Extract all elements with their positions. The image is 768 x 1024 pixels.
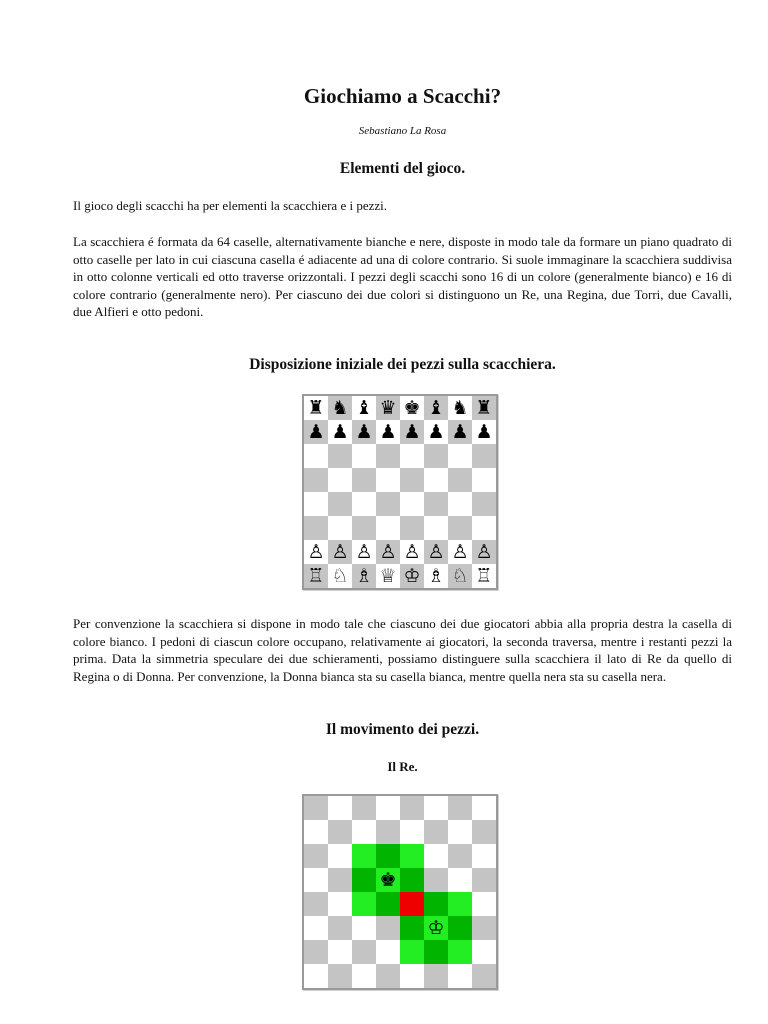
board-square xyxy=(352,796,376,820)
board-square xyxy=(352,492,376,516)
chess-piece-square: ♟ xyxy=(376,420,400,444)
board-square xyxy=(448,964,472,988)
chess-piece-square: ♚ xyxy=(400,396,424,420)
king-piece-square: ♔ xyxy=(424,916,448,940)
board-square xyxy=(400,820,424,844)
board-square xyxy=(304,844,328,868)
board-square xyxy=(472,964,496,988)
board-square xyxy=(424,444,448,468)
highlighted-move-square xyxy=(352,892,376,916)
section-heading-initial-setup: Disposizione iniziale dei pezzi sulla scacchiera. xyxy=(249,356,556,373)
board-square xyxy=(328,468,352,492)
highlighted-move-square xyxy=(400,940,424,964)
board-square xyxy=(424,868,448,892)
board-square xyxy=(424,964,448,988)
chess-piece-square: ♕ xyxy=(376,564,400,588)
chess-piece-square: ♞ xyxy=(448,396,472,420)
board-square xyxy=(472,892,496,916)
chess-piece-square: ♗ xyxy=(352,564,376,588)
paragraph-intro: Il gioco degli scacchi ha per elementi la scacchiera e i pezzi. xyxy=(73,198,387,213)
board-square xyxy=(424,820,448,844)
board-square xyxy=(424,796,448,820)
board-square xyxy=(328,444,352,468)
chess-piece-square: ♙ xyxy=(376,540,400,564)
board-square xyxy=(352,444,376,468)
board-square xyxy=(304,892,328,916)
chess-piece-square: ♙ xyxy=(304,540,328,564)
board-square xyxy=(304,492,328,516)
board-square xyxy=(328,964,352,988)
document-title: Giochiamo a Scacchi? xyxy=(303,84,502,108)
board-square xyxy=(424,516,448,540)
board-square xyxy=(472,444,496,468)
highlighted-move-square xyxy=(448,892,472,916)
chess-piece-square: ♝ xyxy=(424,396,448,420)
chess-piece-square: ♟ xyxy=(328,420,352,444)
board-square xyxy=(352,820,376,844)
board-square xyxy=(448,516,472,540)
chess-piece-square: ♟ xyxy=(424,420,448,444)
board-square xyxy=(400,492,424,516)
highlighted-move-square xyxy=(400,844,424,868)
board-square xyxy=(304,444,328,468)
board-square xyxy=(400,796,424,820)
board-square xyxy=(472,916,496,940)
chess-piece-square: ♟ xyxy=(352,420,376,444)
highlighted-move-square xyxy=(400,892,424,916)
board-square xyxy=(304,820,328,844)
board-square xyxy=(472,820,496,844)
highlighted-move-square xyxy=(376,844,400,868)
highlighted-move-square xyxy=(448,916,472,940)
board-square xyxy=(448,444,472,468)
board-square xyxy=(304,516,328,540)
board-square xyxy=(352,964,376,988)
chess-piece-square: ♙ xyxy=(400,540,424,564)
chess-piece-square: ♜ xyxy=(472,396,496,420)
board-square xyxy=(328,892,352,916)
board-square xyxy=(400,444,424,468)
chess-piece-square: ♘ xyxy=(448,564,472,588)
king-piece-square: ♚ xyxy=(376,868,400,892)
chess-piece-square: ♘ xyxy=(328,564,352,588)
chess-piece-square: ♜ xyxy=(304,396,328,420)
board-square xyxy=(328,940,352,964)
board-square xyxy=(328,868,352,892)
board-square xyxy=(448,844,472,868)
highlighted-move-square xyxy=(424,940,448,964)
board-square xyxy=(304,468,328,492)
board-square xyxy=(304,964,328,988)
highlighted-move-square xyxy=(400,868,424,892)
chess-piece-square: ♛ xyxy=(376,396,400,420)
board-square xyxy=(400,468,424,492)
chess-piece-square: ♞ xyxy=(328,396,352,420)
board-square xyxy=(472,468,496,492)
board-square xyxy=(352,468,376,492)
board-square xyxy=(328,820,352,844)
chess-piece-square: ♙ xyxy=(424,540,448,564)
board-square xyxy=(376,444,400,468)
subsection-heading-king: Il Re. xyxy=(387,759,418,774)
highlighted-move-square xyxy=(424,892,448,916)
board-square xyxy=(448,868,472,892)
chess-piece-square: ♗ xyxy=(424,564,448,588)
board-square xyxy=(352,516,376,540)
board-square xyxy=(424,468,448,492)
board-square xyxy=(448,468,472,492)
chess-piece-square: ♔ xyxy=(400,564,424,588)
highlighted-move-square xyxy=(376,892,400,916)
board-square xyxy=(376,516,400,540)
board-square xyxy=(328,844,352,868)
board-square xyxy=(472,796,496,820)
board-square xyxy=(304,916,328,940)
board-square xyxy=(472,492,496,516)
board-square xyxy=(472,940,496,964)
board-square xyxy=(376,492,400,516)
paragraph-convention: Per convenzione la scacchiera si dispone in modo tale che ciascuno dei due giocatori abbia alla propria destra la casella di colore bianco. I pedoni di ciascun colore occupano, relativamente ai giocatori, la seconda traversa, mentre i restanti pezzi la prima. Data la simmetria speculare dei due schieramenti, possiamo distinguere sulla scacchiera il lato di Re da quello di Regina o di Donna. Per convenzione, la Donna bianca sta su casella bianca, mentre quella nera sta su casella nera. xyxy=(73,616,732,684)
chess-piece-square: ♙ xyxy=(328,540,352,564)
initial-position-board xyxy=(302,394,498,590)
section-heading-elements: Elementi del gioco. xyxy=(339,160,466,177)
king-moves-board xyxy=(302,794,498,990)
chess-piece-square: ♟ xyxy=(304,420,328,444)
board-square xyxy=(328,796,352,820)
chess-piece-square: ♟ xyxy=(472,420,496,444)
board-square xyxy=(424,492,448,516)
board-square xyxy=(448,820,472,844)
board-square xyxy=(328,492,352,516)
board-square xyxy=(304,940,328,964)
highlighted-move-square xyxy=(352,844,376,868)
document-author: Sebastiano La Rosa xyxy=(358,125,447,137)
chess-piece-square: ♙ xyxy=(472,540,496,564)
board-square xyxy=(472,868,496,892)
board-square xyxy=(352,916,376,940)
board-square xyxy=(400,516,424,540)
board-square xyxy=(424,844,448,868)
board-square xyxy=(376,964,400,988)
chess-piece-square: ♖ xyxy=(304,564,328,588)
board-square xyxy=(448,492,472,516)
board-square xyxy=(304,868,328,892)
chess-piece-square: ♟ xyxy=(400,420,424,444)
board-square xyxy=(472,516,496,540)
chess-piece-square: ♙ xyxy=(448,540,472,564)
board-square xyxy=(448,796,472,820)
paragraph-chessboard: La scacchiera é formata da 64 caselle, alternativamente bianche e nere, disposte in modo tale da formare un piano quadrato di otto caselle per lato in cui ciascuna casella é adiacente ad una di colore contrario. Si suole immaginare la scacchiera suddivisa in otto colonne verticali ed otto traverse orizzontali. I pezzi degli scacchi sono 16 di un colore (generalmente bianco) e 16 di colore contrario (generalmente nero). Per ciascuno dei due colori si distinguono un Re, una Regina, due Torri, due Cavalli, due Alfieri e otto pedoni. xyxy=(73,234,732,319)
board-square xyxy=(376,468,400,492)
board-square xyxy=(400,964,424,988)
highlighted-move-square xyxy=(400,916,424,940)
board-square xyxy=(352,940,376,964)
board-square xyxy=(328,916,352,940)
board-square xyxy=(376,796,400,820)
board-square xyxy=(472,844,496,868)
section-heading-movement: Il movimento dei pezzi. xyxy=(325,721,480,738)
board-square xyxy=(376,820,400,844)
highlighted-move-square xyxy=(352,868,376,892)
board-square xyxy=(376,916,400,940)
chess-piece-square: ♙ xyxy=(352,540,376,564)
chess-piece-square: ♖ xyxy=(472,564,496,588)
board-square xyxy=(328,516,352,540)
highlighted-move-square xyxy=(448,940,472,964)
board-square xyxy=(376,940,400,964)
board-square xyxy=(304,796,328,820)
chess-piece-square: ♟ xyxy=(448,420,472,444)
chess-piece-square: ♝ xyxy=(352,396,376,420)
